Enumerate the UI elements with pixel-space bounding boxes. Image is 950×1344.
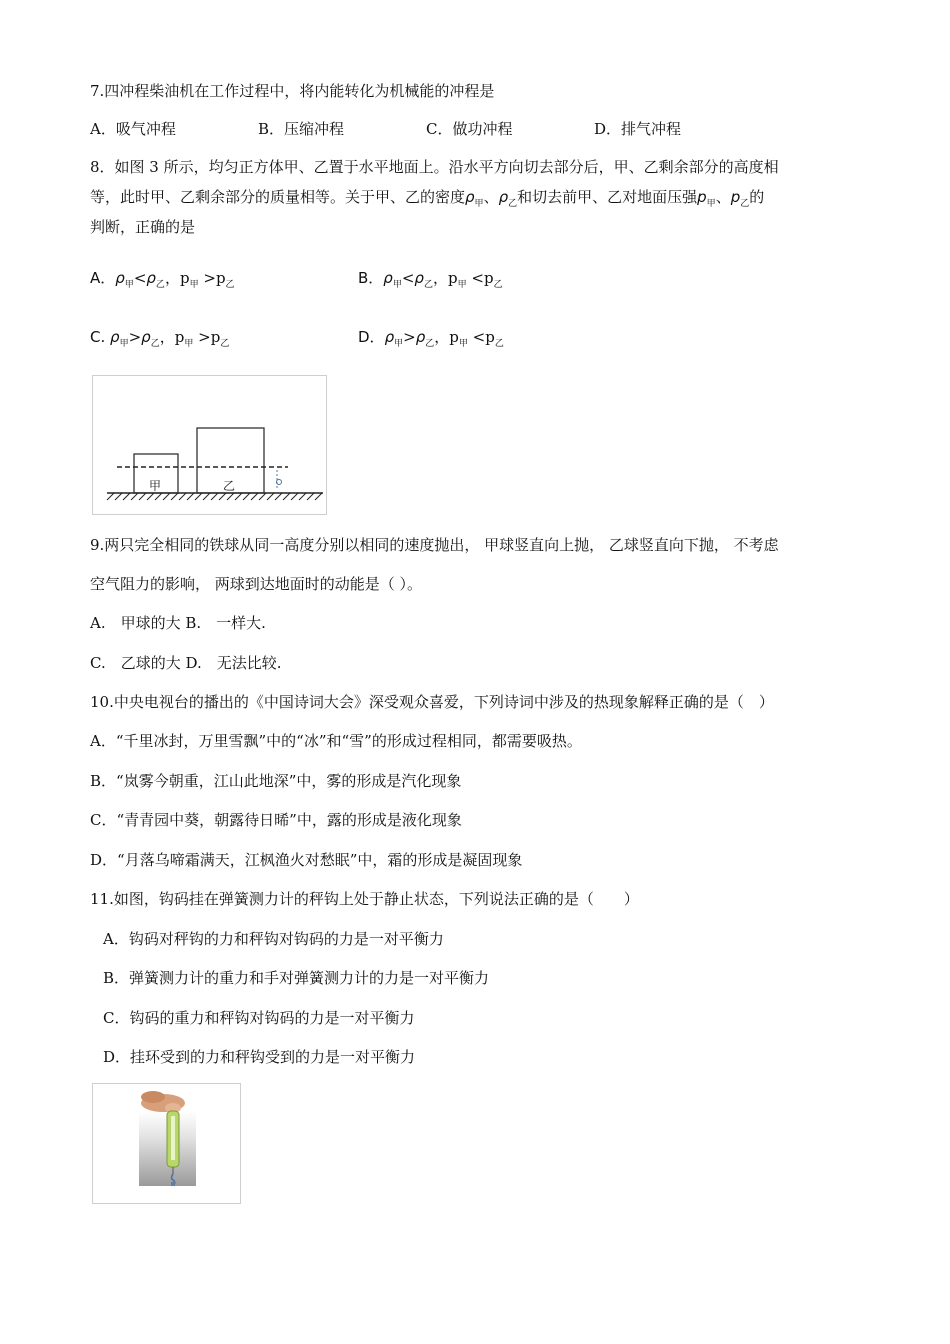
label-jia: 甲	[149, 479, 162, 493]
q8-line-3: 判断，正确的是	[90, 218, 196, 236]
q9-line-2: 空气阻力的影响， 两球到达地面时的动能是（ ）。	[90, 575, 423, 593]
q10-stem: 10.中央电视台的播出的《中国诗词大会》深受观众喜爱，下列诗词中涉及的热现象解释正确的是（ ）	[90, 693, 774, 711]
q8-line-2: 等，此时甲、乙剩余部分的质量相等。关于甲、乙的密度$\rho_甲$、$\rho_乙$和切去前甲、乙对地面压强$p_甲$、$p_乙$的	[90, 188, 765, 209]
hand-icon	[141, 1091, 185, 1113]
q7-option-d: D．排气冲程	[594, 120, 682, 138]
q9-options-ab: A. 甲球的大 B. 一样大.	[90, 614, 266, 632]
q9-line-1: 9.两只完全相同的铁球从同一高度分别以相同的速度抛出， 甲球竖直向上抛， 乙球竖直向下抛， 不考虑	[90, 536, 779, 554]
q7-stem: 7.四冲程柴油机在工作过程中，将内能转化为机械能的冲程是	[90, 82, 495, 100]
q11-figure	[92, 1083, 241, 1204]
q10-option-c: C．“青青园中葵，朝露待日晞”中，露的形成是液化现象	[90, 811, 462, 829]
q8-option-b: B．$\rho_甲<\rho_乙$，$p_甲 <p_乙$	[358, 269, 503, 290]
spring-scale-icon	[167, 1111, 179, 1174]
label-yi: 乙	[223, 479, 236, 493]
cubes-diagram	[93, 376, 326, 514]
q7-option-b: B．压缩冲程	[258, 120, 345, 138]
q7-option-a: A．吸气冲程	[90, 120, 176, 138]
q8-option-d: D．$\rho_甲>\rho_乙$，$p_甲 <p_乙$	[358, 328, 504, 349]
q9-options-cd: C. 乙球的大 D. 无法比较.	[90, 654, 282, 672]
q7-option-c: C．做功冲程	[426, 120, 513, 138]
ground-hatching	[107, 493, 322, 500]
q11-option-c: C．钩码的重力和秤钩对钩码的力是一对平衡力	[103, 1009, 415, 1027]
q11-option-d: D．挂环受到的力和秤钩受到的力是一对平衡力	[103, 1048, 416, 1066]
height-marker-icon	[277, 470, 282, 489]
q8-option-a: A．$\rho_甲<\rho_乙$，$p_甲 >p_乙$	[90, 269, 235, 290]
q11-option-a: A．钩码对秤钩的力和秤钩对钩码的力是一对平衡力	[103, 930, 444, 948]
q8-figure	[92, 375, 327, 515]
q10-option-b: B．“岚雾今朝重，江山此地深”中，雾的形成是汽化现象	[90, 772, 462, 790]
q11-option-b: B．弹簧测力计的重力和手对弹簧测力计的力是一对平衡力	[103, 969, 490, 987]
q8-option-c: C. $\rho_甲>\rho_乙$，$p_甲 >p_乙$	[90, 328, 230, 349]
q10-option-a: A．“千里冰封，万里雪飘”中的“冰”和“雪”的形成过程相同，都需要吸热。	[90, 732, 582, 750]
spring-scale-photo	[93, 1084, 240, 1203]
q8-line-1: 8．如图 3 所示，均匀正方体甲、乙置于水平地面上。沿水平方向切去部分后，甲、乙剩余部分的高度相	[90, 158, 779, 176]
q11-stem: 11.如图，钩码挂在弹簧测力计的秤钩上处于静止状态，下列说法正确的是（ ）	[90, 890, 639, 908]
q10-option-d: D．“月落乌啼霜满天，江枫渔火对愁眠”中，霜的形成是凝固现象	[90, 851, 523, 869]
